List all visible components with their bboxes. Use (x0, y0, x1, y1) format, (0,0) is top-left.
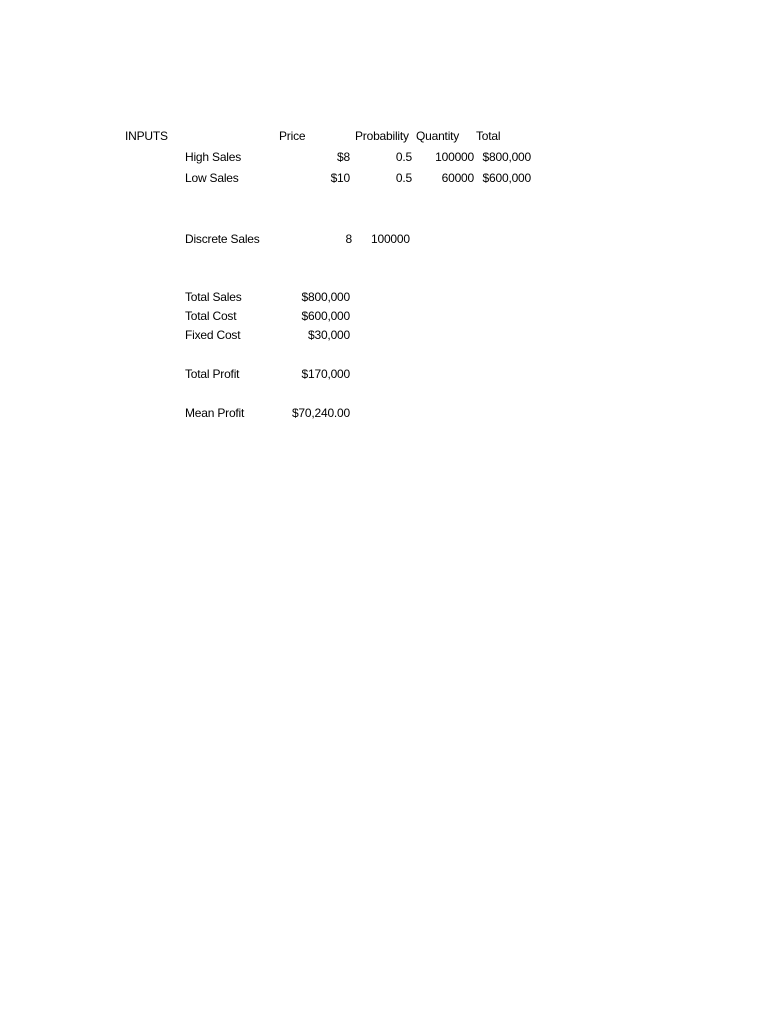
scenario-price-high-sales: $8 (337, 150, 350, 164)
mean-profit-value: $70,240.00 (291, 406, 350, 420)
scenario-total-high-sales: $800,000 (482, 150, 531, 164)
total-cost-label: Total Cost (185, 309, 237, 323)
scenario-quantity-low-sales: 60000 (441, 171, 474, 185)
header-price: Price (279, 129, 306, 143)
fixed-cost-value: $30,000 (308, 328, 350, 342)
total-cost-value: $600,000 (301, 309, 350, 323)
header-total: Total (476, 129, 501, 143)
scenario-quantity-high-sales: 100000 (435, 150, 474, 164)
scenario-price-low-sales: $10 (330, 171, 350, 185)
scenario-probability-low-sales: 0.5 (395, 171, 412, 185)
scenario-label-high-sales: High Sales (185, 150, 242, 164)
header-quantity: Quantity (416, 129, 460, 143)
scenario-total-low-sales: $600,000 (482, 171, 531, 185)
fixed-cost-label: Fixed Cost (185, 328, 241, 342)
total-profit-value: $170,000 (301, 367, 350, 381)
scenario-probability-high-sales: 0.5 (395, 150, 412, 164)
discrete-sales-price: 8 (345, 232, 352, 246)
mean-profit-label: Mean Profit (185, 406, 245, 420)
discrete-sales-label: Discrete Sales (185, 232, 260, 246)
total-sales-value: $800,000 (301, 290, 350, 304)
inputs-label: INPUTS (125, 129, 168, 143)
total-profit-label: Total Profit (185, 367, 240, 381)
header-probability: Probability (355, 129, 409, 143)
discrete-sales-quantity: 100000 (371, 232, 410, 246)
total-sales-label: Total Sales (185, 290, 242, 304)
scenario-label-low-sales: Low Sales (185, 171, 239, 185)
